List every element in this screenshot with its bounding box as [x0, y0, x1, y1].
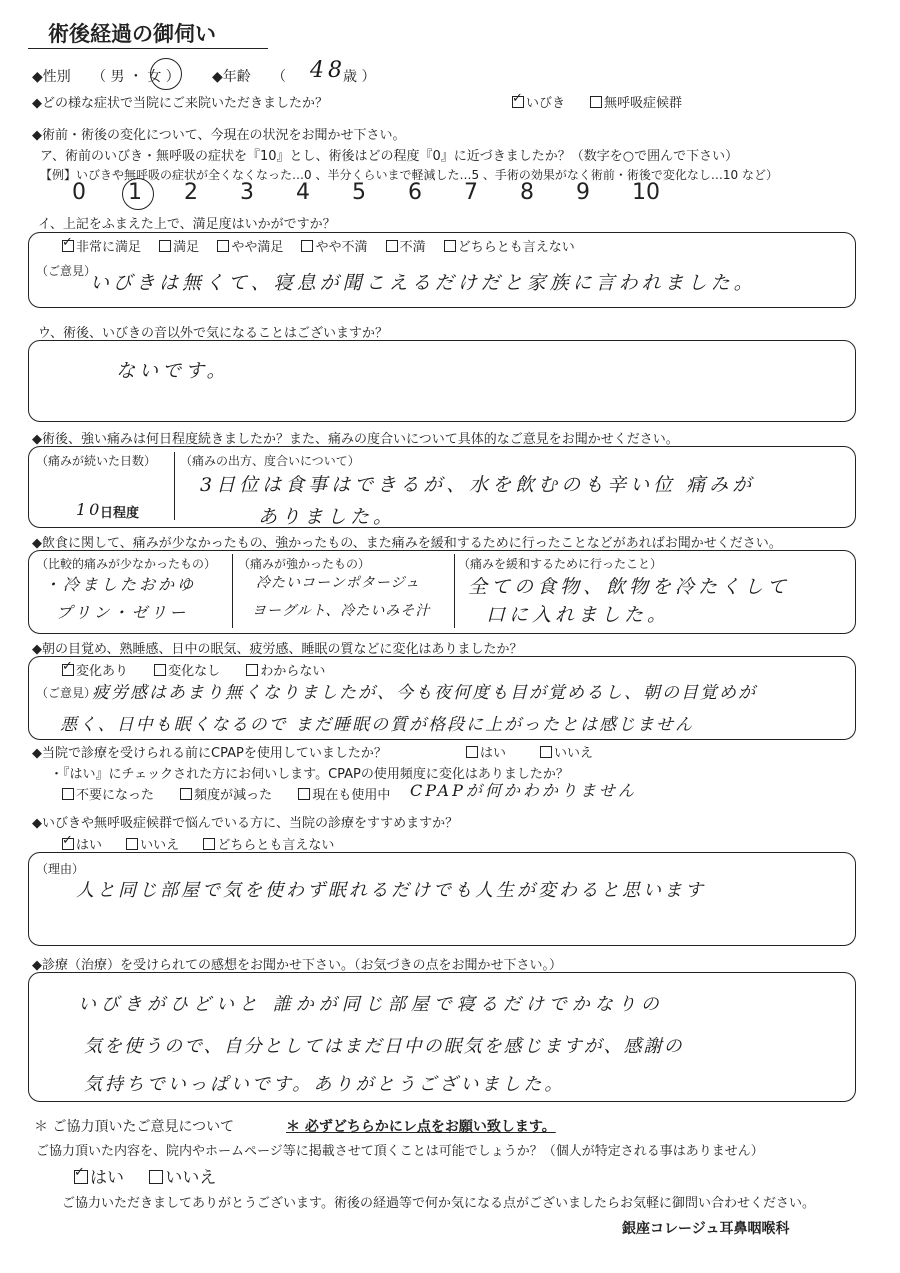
checkbox-icon — [154, 664, 166, 676]
cpap-still-using[interactable]: 現在も使用中 — [298, 788, 390, 803]
sex-selected-circle — [150, 58, 182, 90]
pain-degree-line2[interactable]: ありました。 — [258, 506, 397, 528]
checkbox-icon — [62, 240, 74, 252]
cpap-question: ◆当院で診療を受けられる前にCPAPを使用していましたか？ — [32, 746, 387, 761]
checkbox-icon — [62, 664, 74, 676]
checkbox-icon — [444, 240, 456, 252]
satisfaction-neutral[interactable]: どちらとも言えない — [444, 240, 575, 255]
pain-question: ◆術後、強い痛みは何日程度続きましたか？また、痛みの度合いについて具体的なご意見をお聞かせください。 — [32, 432, 679, 447]
checkbox-icon — [159, 240, 171, 252]
cpap-no[interactable]: いいえ — [540, 742, 593, 761]
satisfaction-options — [62, 236, 575, 255]
symptom-option-snoring[interactable]: ✓ いびき — [512, 92, 565, 111]
satisfaction-somewhat[interactable]: やや満足 — [217, 240, 283, 255]
symptom-question: ◆どの様な症状で当院にご来院いただきましたか？ — [32, 96, 328, 111]
symptom-option-apnea[interactable]: 無呼吸症候群 — [590, 92, 682, 111]
food-relief-line1[interactable]: 全ての食物、飲物を冷たくして — [468, 576, 791, 598]
checkbox-icon — [126, 838, 138, 850]
recommend-no[interactable]: いいえ — [126, 838, 179, 853]
change-question: ア、術前のいびき・無呼吸の症状を『10』とし、術後はどの程度『0』に近づきましたか？（数字を○で囲んで下さい） — [40, 149, 739, 164]
food-divider-2 — [454, 554, 455, 628]
recommend-neutral[interactable]: どちらとも言えない — [203, 838, 334, 853]
pain-degree-label: （痛みの出方、度合いについて） — [180, 454, 360, 468]
food-relief-line2[interactable]: 口に入れました。 — [486, 604, 671, 626]
checkbox-icon — [246, 664, 258, 676]
footer-thanks: ご協力いただきましてありがとうございます。術後の経過等で何か気になる点がございましたらお気軽に御問い合わせください。 — [62, 1196, 815, 1211]
morning-changed[interactable]: ✓変化あり — [62, 664, 128, 679]
impression-line2[interactable]: 気を使うので、自分としてはまだ日中の眠気を感じますが、感謝の — [84, 1036, 684, 1057]
impression-line1[interactable]: いびきがひどいと 誰かが同じ部屋で寝るだけでかなりの — [78, 994, 664, 1015]
footer-heading-right: ＊ 必ずどちらかにレ点をお願い致します。 — [286, 1119, 556, 1135]
recommend-reason-label: （理由） — [36, 862, 85, 876]
scale-9[interactable]: 9 — [576, 180, 590, 205]
cpap-unneeded[interactable]: 不要になった — [62, 788, 154, 803]
pain-days-unit: 日程度 — [100, 506, 140, 521]
checkbox-icon — [512, 96, 524, 108]
sex-options[interactable]: （ 男 ・ 女 ） — [92, 69, 180, 85]
age-unit: 歳 ） — [343, 69, 376, 85]
checkbox-icon — [301, 240, 313, 252]
recommend-question: ◆いびきや無呼吸症候群で悩んでいる方に、当院の診療をすすめますか？ — [32, 816, 459, 831]
cpap-yes[interactable]: はい — [466, 742, 506, 761]
checkbox-icon — [217, 240, 229, 252]
footer-options — [74, 1163, 216, 1188]
checkbox-icon — [466, 746, 478, 758]
page-title: 術後経過の御伺い — [48, 22, 216, 46]
satisfaction-satisfied[interactable]: 満足 — [159, 240, 199, 255]
checkbox-icon — [62, 838, 74, 850]
footer-no[interactable]: いいえ — [149, 1168, 216, 1188]
other-question: ウ、術後、いびきの音以外で気になることはございますか？ — [38, 326, 388, 341]
checkbox-icon — [149, 1170, 163, 1184]
food-divider-1 — [232, 554, 233, 628]
age-label: ◆年齢 — [212, 69, 251, 85]
food-strong-line2[interactable]: ヨーグルト、冷たいみそ汁 — [252, 603, 431, 619]
recommend-reason[interactable]: 人と同じ部屋で気を使わず眠れるだけでも人生が変わると思います — [76, 880, 706, 901]
checkbox-icon — [590, 96, 602, 108]
recommend-options — [62, 834, 334, 853]
scale-row — [72, 180, 688, 205]
checkbox-icon — [62, 788, 74, 800]
impression-question: ◆診療（治療）を受けられての感想をお聞かせ下さい。（お気づきの点をお聞かせ下さい。） — [32, 958, 562, 973]
food-strong-line1[interactable]: 冷たいコーンポタージュ — [256, 575, 421, 591]
change-example: 【例】いびきや無呼吸の症状が全くなくなった…0 、半分くらいまで軽減した…5 、手術の効果がなく術前・術後で変化なし…10 など） — [40, 168, 778, 182]
satisfaction-opinion-label: （ご意見） — [36, 264, 97, 278]
food-less-line1[interactable]: ・冷ましたおかゆ — [44, 575, 197, 594]
age-open-paren: （ — [272, 69, 286, 85]
scale-2[interactable]: 2 — [184, 180, 198, 205]
scale-7[interactable]: 7 — [464, 180, 478, 205]
checkbox-icon — [298, 788, 310, 800]
footer-yes[interactable]: ✓はい — [74, 1168, 124, 1188]
checkbox-icon — [180, 788, 192, 800]
impression-line3[interactable]: 気持ちでいっぱいです。ありがとうございました。 — [84, 1074, 566, 1095]
morning-unchanged[interactable]: 変化なし — [154, 664, 220, 679]
checkbox-icon — [540, 746, 552, 758]
footer-question: ご協力頂いた内容を、院内やホームページ等に掲載させて頂くことは可能でしょうか？（個人が特定される事はありません） — [36, 1144, 764, 1159]
cpap-answer[interactable]: CPAPが何かわかりません — [410, 781, 637, 800]
scale-5[interactable]: 5 — [352, 180, 366, 205]
recommend-yes[interactable]: ✓はい — [62, 838, 102, 853]
morning-unknown[interactable]: わからない — [246, 664, 325, 679]
other-answer[interactable]: ないです。 — [116, 360, 230, 382]
clinic-name: 銀座コレージュ耳鼻咽喉科 — [622, 1221, 790, 1237]
food-less-line2[interactable]: プリン・ゼリー — [56, 603, 189, 622]
morning-line1[interactable]: 疲労感はあまり無くなりましたが、今も夜何度も目が覚めるし、朝の目覚めが — [92, 683, 757, 703]
pain-days-label: （痛みが続いた日数） — [36, 454, 157, 468]
checkbox-icon — [74, 1170, 88, 1184]
food-less-label: （比較的痛みが少なかったもの） — [36, 557, 217, 571]
food-strong-label: （痛みが強かったもの） — [238, 557, 371, 571]
scale-selected-circle — [122, 178, 154, 210]
scale-8[interactable]: 8 — [520, 180, 534, 205]
checkbox-icon — [386, 240, 398, 252]
morning-opinion-label: （ご意見） — [36, 686, 97, 700]
scale-10[interactable]: 10 — [632, 180, 660, 205]
scale-6[interactable]: 6 — [408, 180, 422, 205]
morning-question: ◆朝の目覚め、熟睡感、日中の眠気、疲労感、睡眠の質などに変化はありましたか？ — [32, 642, 523, 657]
morning-options — [62, 660, 325, 679]
scale-3[interactable]: 3 — [240, 180, 254, 205]
sex-label: ◆性別 — [32, 69, 71, 85]
morning-line2[interactable]: 悪く、日中も眠くなるので まだ睡眠の質が格段に上がったとは感じません — [60, 715, 695, 735]
scale-0[interactable]: 0 — [72, 180, 86, 205]
scale-1[interactable]: 1 — [128, 180, 142, 205]
scale-4[interactable]: 4 — [296, 180, 310, 205]
satisfaction-opinion[interactable]: いびきは無くて、寝息が聞こえるだけだと家族に言われました。 — [90, 272, 757, 294]
checkbox-icon — [203, 838, 215, 850]
satisfaction-unsatisfied[interactable]: 不満 — [386, 240, 426, 255]
cpap-sub-question: ・『はい』にチェックされた方にお伺いします。CPAPの使用頻度に変化はありましたか？ — [50, 767, 569, 782]
satisfaction-very[interactable]: ✓非常に満足 — [62, 240, 141, 255]
food-relief-label: （痛みを緩和するために行ったこと） — [458, 557, 663, 571]
pain-degree-line1[interactable]: 3日位は食事はできるが、水を飲むのも辛い位 痛みが — [200, 474, 756, 496]
food-question: ◆飲食に関して、痛みが少なかったもの、強かったもの、また痛みを緩和するために行ったことなどがあればお聞かせください。 — [32, 536, 782, 551]
satisfaction-slightly-unsatisfied[interactable]: やや不満 — [301, 240, 367, 255]
cpap-sub-options — [62, 784, 390, 803]
age-value[interactable]: 48 — [310, 58, 346, 83]
change-header: ◆術前・術後の変化について、今現在の状況をお聞かせ下さい。 — [32, 128, 406, 143]
cpap-reduced[interactable]: 頻度が減った — [180, 788, 272, 803]
pain-divider — [174, 452, 175, 520]
satisfaction-question: イ、上記をふまえた上で、満足度はいかがですか？ — [38, 217, 336, 232]
pain-days-value[interactable]: 10 — [76, 500, 103, 519]
title-underline — [28, 48, 268, 49]
footer-heading-left: ＊ ご協力頂いたご意見について — [34, 1119, 235, 1135]
